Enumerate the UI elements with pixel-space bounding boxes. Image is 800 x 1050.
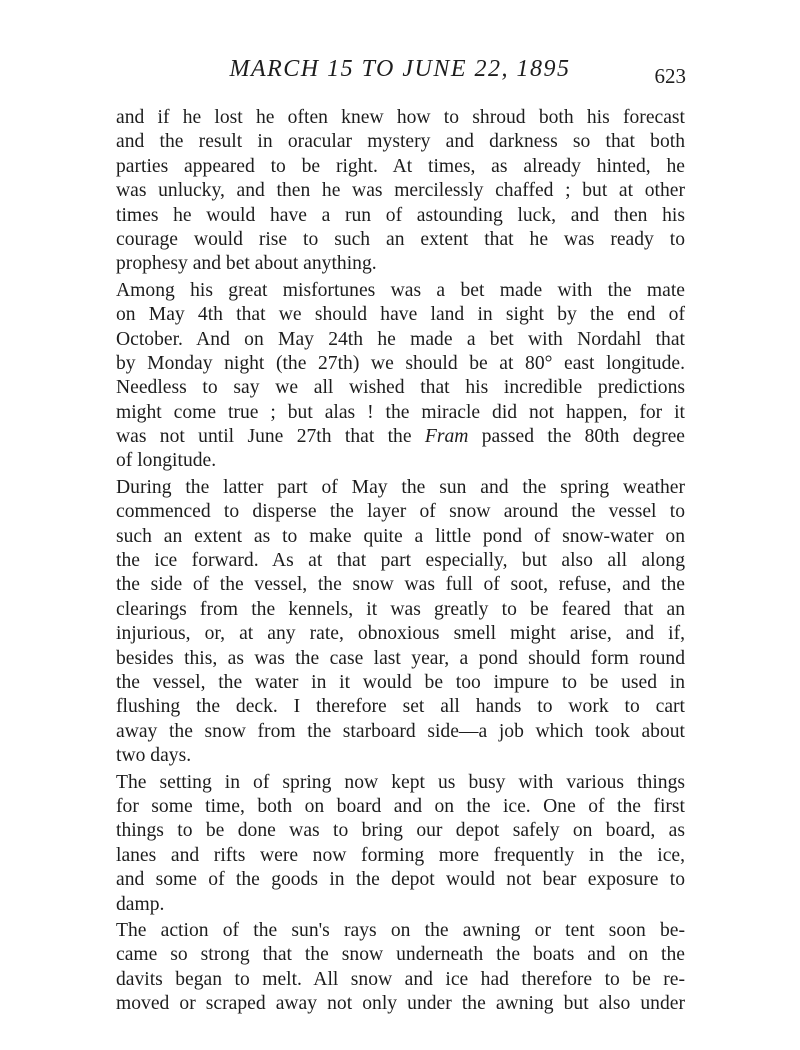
text-line: on May 4th that we should have land in sight by the end of	[116, 304, 685, 326]
text-line: two days.	[116, 745, 192, 767]
text-line: things to be done was to bring our depot safely on board, as	[116, 820, 685, 842]
text-line: Among his great misfortunes was a bet made with the mate	[116, 279, 685, 301]
text-line: lanes and rifts were now forming more frequently in the ice,	[116, 844, 685, 866]
running-title: MARCH 15 TO JUNE 22, 1895	[229, 56, 571, 82]
text-line: courage would rise to such an extent that he was ready to	[116, 228, 685, 250]
text-line: and the result in oracular mystery and darkness so that both	[116, 131, 685, 153]
text-line: October. And on May 24th he made a bet with Nordahl that	[116, 328, 685, 350]
page-number: 623	[654, 64, 686, 88]
paragraph-1	[116, 106, 685, 277]
body-text	[116, 106, 685, 1016]
text-line: injurious, or, at any rate, obnoxious smell might arise, and if,	[116, 623, 685, 645]
text-line: besides this, as was the case last year, a pond should form round	[116, 647, 685, 669]
text-line: by Monday night (the 27th) we should be at 80° east longitude.	[116, 352, 685, 374]
text-line: the ice forward. As at that part especially, but also all along	[116, 550, 685, 572]
paragraph-3	[116, 476, 685, 769]
paragraph-5	[116, 919, 685, 1017]
text-line: Needless to say we all wished that his incredible predictions	[116, 377, 685, 399]
text-line: During the latter part of May the sun and the spring weather	[116, 476, 685, 498]
text-line: and if he lost he often knew how to shroud both his forecast	[116, 107, 685, 128]
text-line: commenced to disperse the layer of snow around the vessel to	[116, 501, 685, 523]
text-line: clearings from the kennels, it was greatly to be feared that an	[116, 598, 685, 620]
text-line-fram	[116, 425, 685, 449]
text-line: The setting in of spring now kept us busy with various things	[116, 771, 685, 793]
text-line: times he would have a run of astounding luck, and then his	[116, 204, 685, 226]
text-line: flushing the deck. I therefore set all hands to work to cart	[116, 696, 685, 718]
text-line: moved or scraped away not only under the awning but also under	[116, 993, 685, 1015]
text-line: damp.	[116, 893, 165, 915]
text-line: parties appeared to be right. At times, as already hinted, he	[116, 155, 685, 177]
ship-name-fram: Fram	[424, 426, 469, 448]
text-line: came so strong that the snow underneath the boats and on the	[116, 944, 685, 966]
text-line: was unlucky, and then he was mercilessly chaffed ; but at other	[116, 180, 685, 202]
paragraph-4	[116, 771, 685, 917]
page-header	[0, 56, 800, 96]
text-line: such an extent as to make quite a little pond of snow-water on	[116, 525, 685, 547]
text-line: away the snow from the starboard side—a job which took about	[116, 720, 685, 742]
text-line: and some of the goods in the depot would not bear exposure to	[116, 869, 685, 891]
text-line: the vessel, the water in it would be too impure to be used in	[116, 671, 685, 693]
text-line: for some time, both on board and on the ice. One of the first	[116, 795, 685, 817]
text-line: The action of the sun's rays on the awning or tent soon be-	[116, 919, 685, 941]
paragraph-2	[116, 279, 685, 474]
fram-line-text: was not until June 27th that the Fram passed the 80th degree	[116, 426, 685, 448]
text-line: might come true ; but alas ! the miracle did not happen, for it	[116, 401, 685, 423]
text-line: prophesy and bet about anything.	[116, 253, 377, 275]
text-line: of longitude.	[116, 450, 217, 472]
text-line: davits began to melt. All snow and ice had therefore to be re-	[116, 968, 685, 990]
text-line: the side of the vessel, the snow was full of soot, refuse, and the	[116, 574, 685, 596]
